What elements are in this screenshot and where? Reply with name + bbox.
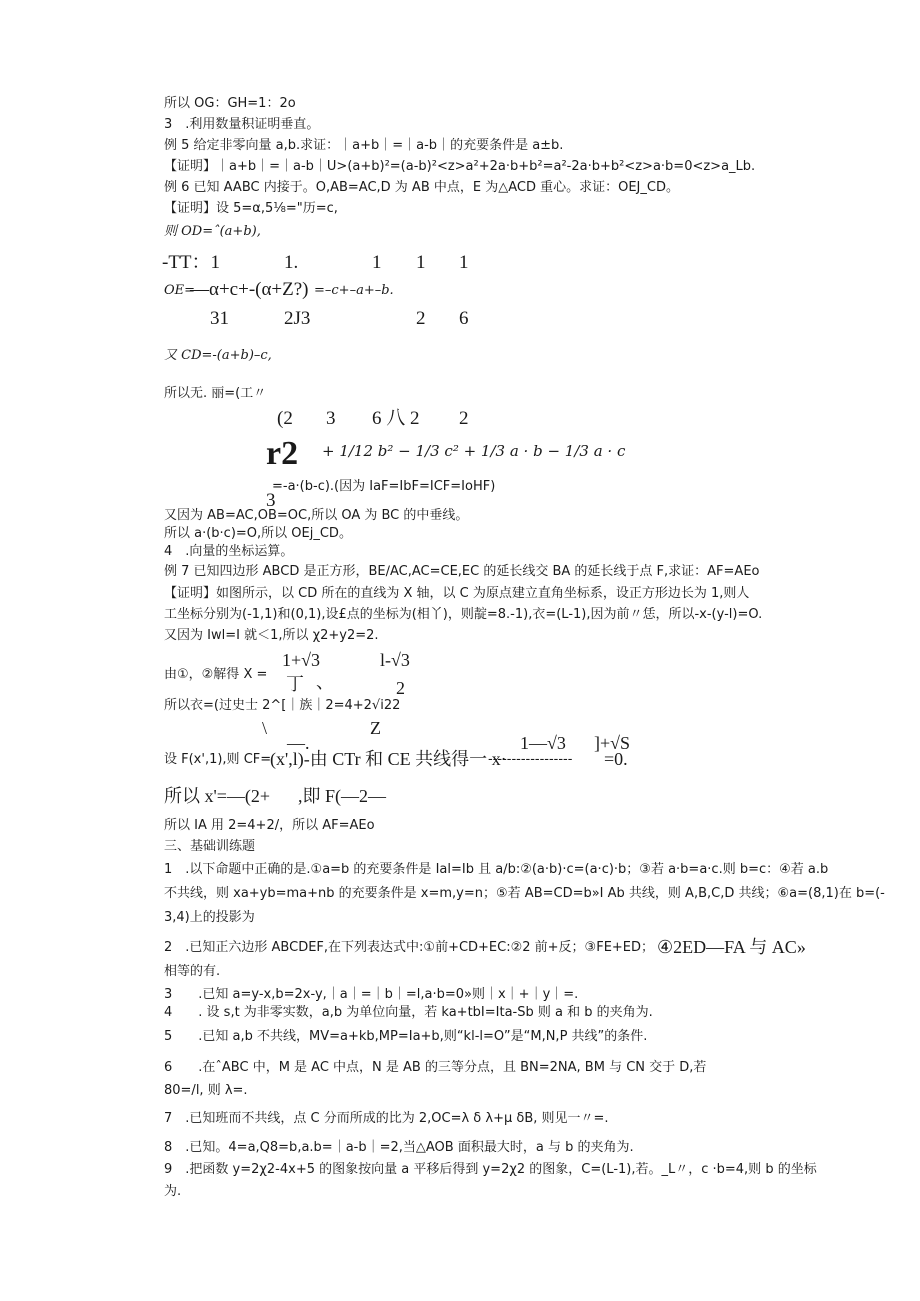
exercise-7: 7 .已知班而不共线，点 C 分而所成的比为 2,OC=λ δ λ+μ δB, 则见一〃=. [164, 1111, 609, 1126]
formula-cd: 又 CD=-(a+b)–c, [164, 348, 272, 363]
exercise-3: 3 .已知 a=y-x,b=2x-y,｜a｜=｜b｜=l,a·b=0»则｜x｜+｜y｜=. [164, 987, 579, 1002]
frac-top: —. [287, 733, 310, 753]
frac-bottom: 3 [266, 490, 276, 511]
formula-cf: (x',l)-由 CTr 和 CE 共线得一 x· [270, 749, 507, 769]
exercise-2-tail: ④2ED—FA 与 AC» [657, 937, 806, 957]
frac-top: -TT：1 [162, 252, 221, 273]
frac-bar: ------------------ [488, 752, 573, 767]
frac-top: 3 [326, 408, 336, 429]
frac-top: 2 [459, 408, 469, 429]
frac-top: 1+√3 [282, 650, 321, 670]
frac-top: 1 [416, 252, 426, 273]
exercise-5: 5 .已知 a,b 不共线，MV=a+kb,MP=Ia+b,则“kl-l=O”是“M,N,P 共线”的条件. [164, 1029, 648, 1044]
formula-oe-rhs: =–c+–a+–b. [314, 283, 394, 298]
exercise-1-cont: 3,4)上的投影为 [164, 910, 255, 925]
exercise-2: 2 .已知正六边形 ABCDEF,在下列表达式中:①前+CD+EC:②2 前+反；③FE+ED； [164, 940, 655, 955]
text-line: 所以 a·(b·c)=O,所以 OEj_CD。 [164, 526, 352, 541]
text-line: ,即 F(—2— [298, 786, 387, 806]
section-heading: 3 .利用数量积证明垂直。 [164, 117, 320, 132]
text-line: 所以无. 丽=(工〃 [164, 386, 267, 401]
text-line: 设 F(x',1),则 CF= [164, 752, 272, 767]
proof-6: 【证明】设 5=α,5⅛="历=c, [164, 201, 338, 216]
frac-bottom: \ [262, 718, 268, 738]
formula-oe: —α+c+-(α+Z?) [190, 279, 309, 300]
exercise-4: 4 . 设 s,t 为非零实数，a,b 为单位向量，若 ka+tbI=Ita-Sb 则 a 和 b 的夹角为. [164, 1005, 653, 1020]
frac-top: ]+√S [594, 733, 631, 753]
frac-top: 6 八 2 [372, 408, 420, 429]
example-7: 例 7 已知四边形 ABCD 是正方形，BE∕AC,AC=CE,EC 的延长线交 BA 的延长线于点 F,求证：AF=AEo [164, 564, 760, 579]
text-line: 所以 OG：GH=1：2o [164, 96, 296, 111]
frac-bottom: 2 [396, 678, 405, 698]
exercise-1-cont: 不共线，则 xa+yb=ma+nb 的充要条件是 x=m,y=n；⑤若 AB=CD=b»Ι Ab 共线，则 A,B,C,D 共线；⑥a=(8,1)在 b=(- [164, 886, 885, 901]
exercise-6-cont: 80=/l, 则 λ=. [164, 1083, 248, 1098]
text-line: 又因为 AB=AC,OB=OC,所以 OA 为 BC 的中垂线。 [164, 508, 469, 523]
formula-r2: r2 [266, 435, 299, 472]
frac-top: 1 [459, 252, 469, 273]
exercise-8: 8 .已知。4=a,Q8=b,a.b=｜a-b｜=2,当△AOB 面积最大时，a 与 b 的夹角为. [164, 1140, 634, 1155]
formula-od: 则 OD=ˆ(a+b), [164, 224, 261, 239]
frac-bottom: 2J3 [284, 308, 311, 329]
section-heading: 三、基础训练题 [164, 839, 256, 854]
frac-bottom: 31 [210, 308, 229, 329]
text-line: 所以 IA 用 2=4+2/，所以 AF=AEo [164, 818, 375, 833]
proof-7: 【证明】如图所示，以 CD 所在的直线为 X 轴，以 C 为原点建立直角坐标系，设正方形边长为 1,则人 [164, 586, 750, 601]
frac-bottom: 6 [459, 308, 469, 329]
exercise-6: 6 .在ˆABC 中，M 是 AC 中点，N 是 AB 的三等分点，且 BN=2NA, BM 与 CN 交于 D,若 [164, 1060, 707, 1075]
example-5: 例 5 给定非零向量 a,b.求证：｜a+b｜=｜a-b｜的充要条件是 a±b. [164, 138, 564, 153]
frac-top: l-√3 [380, 650, 410, 670]
text-line: 又因为 Iwl=I 就＜1,所以 χ2+y2=2. [164, 628, 379, 643]
text-line: 由①，②解得 X = [164, 667, 268, 682]
frac-top: 1 [372, 252, 382, 273]
exercise-2-cont: 相等的有. [164, 964, 221, 979]
frac-bottom: 2 [416, 308, 426, 329]
exercise-9: 9 .把函数 y=2χ2-4x+5 的图象按向量 a 平移后得到 y=2χ2 的图象，C=(L-1),若。_L〃，c ·b=4,则 b 的坐标 [164, 1162, 817, 1177]
frac-top: (2 [277, 408, 293, 429]
text-line: 工坐标分别为(-1,1)和(0,1),设£点的坐标为(相丫)，则靛=8.-1),衣=(L-1),因为前〃恁，所以-x-(y-l)=O. [164, 607, 763, 622]
formula-expansion: + 1/12 b² − 1/3 c² + 1/3 a · b − 1/3 a · c [322, 442, 626, 460]
text-line: 所以衣=(过史士 2^[｜族｜2=4+2√i22 [164, 698, 401, 713]
example-6: 例 6 已知 AABC 内接于。O,AB=AC,D 为 AB 中点，E 为△ACD 重心。求证：OEJ_CD。 [164, 180, 679, 195]
exercise-1: 1 .以下命题中正确的是.①a=b 的充要条件是 Ial=Ib 且 a∕b:②(a·b)·c=(a·c)·b；③若 a·b=a·c.则 b=c：④若 a.b [164, 862, 829, 877]
frac-top: 1—√3 [520, 733, 566, 753]
frac-bottom: 丁 [286, 674, 304, 694]
formula-oe-label: OE= [164, 283, 196, 298]
formula-end: =0. [604, 749, 628, 769]
section-heading: 4 .向量的坐标运算。 [164, 544, 294, 559]
frac-bottom: Z [370, 718, 381, 738]
proof-5: 【证明】｜a+b｜=｜a-b｜U>(a+b)²=(a-b)²<z>a²+2a·b+b²=a²-2a·b+b²<z>a·b=0<z>a_Lb. [164, 159, 756, 174]
frac-top: 1. [284, 252, 299, 273]
text-line: =-a·(b-c).(因为 IaF=IbF=ICF=IoHF) [272, 479, 496, 494]
text-line: 所以 x'=—(2+ [164, 786, 271, 806]
text-mark: 、 [316, 672, 334, 692]
exercise-9-cont: 为. [164, 1184, 182, 1199]
